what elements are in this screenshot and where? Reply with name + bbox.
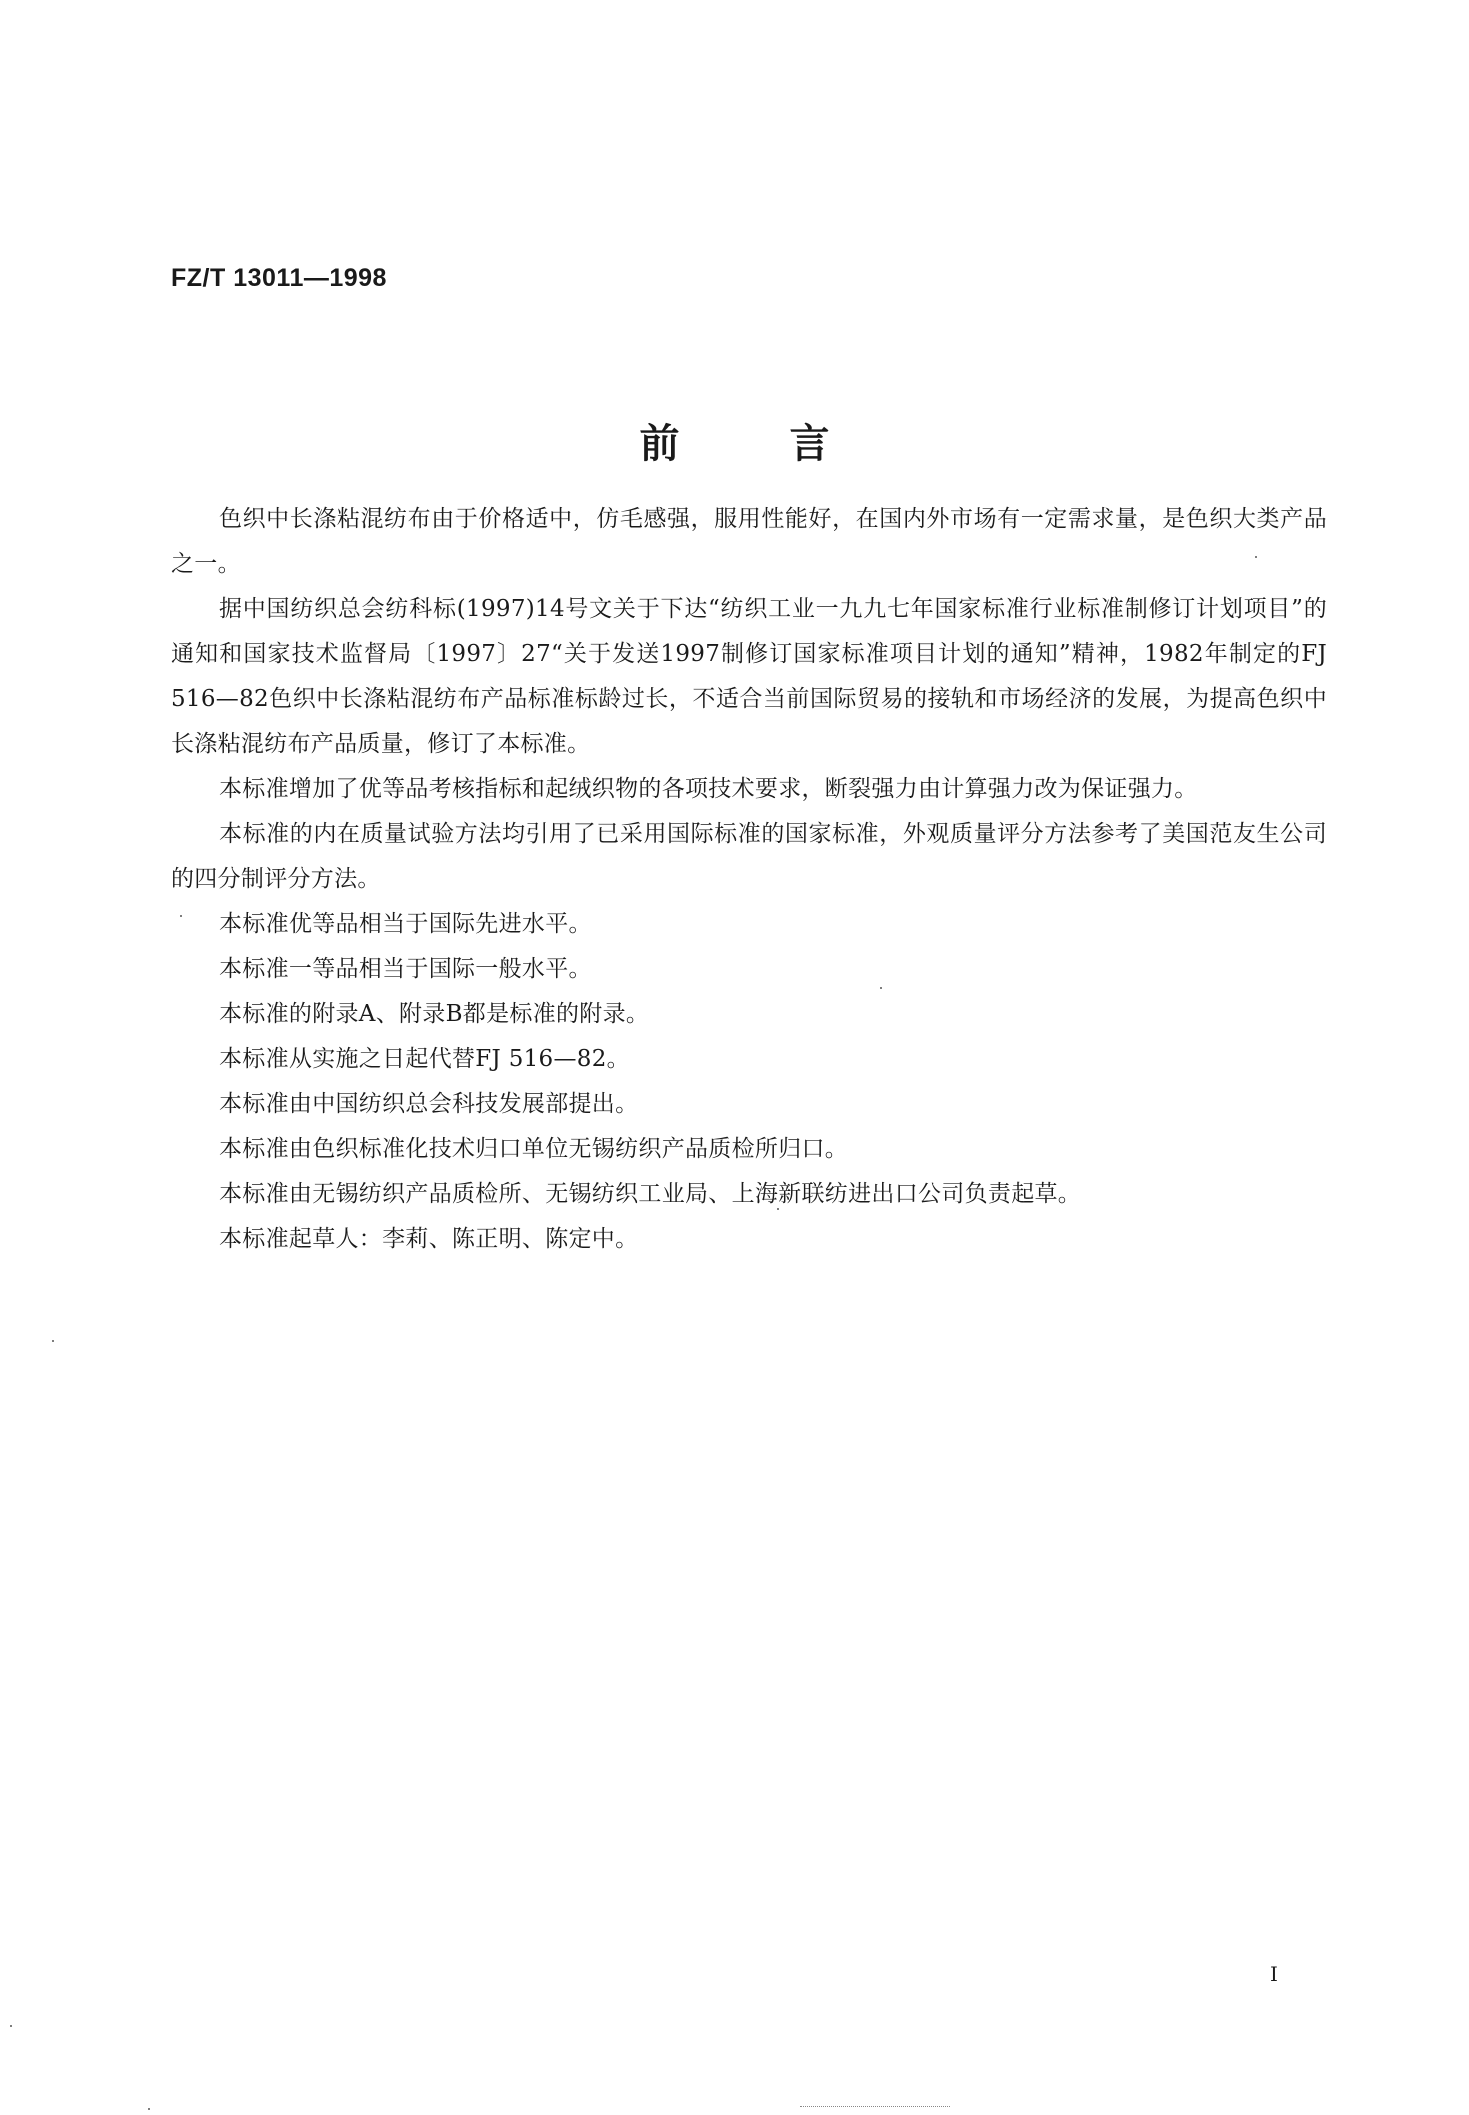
standard-code: FZ/T 13011—1998 xyxy=(171,264,387,292)
paragraph: 本标准增加了优等品考核指标和起绒织物的各项技术要求，断裂强力由计算强力改为保证强力。 xyxy=(219,776,1198,802)
scan-speck xyxy=(880,987,882,989)
paragraph: 本标准的附录A、附录B都是标准的附录。 xyxy=(219,1001,650,1027)
paragraph: 本标准由中国纺织总会科技发展部提出。 xyxy=(219,1091,639,1117)
paragraph: 色织中长涤粘混纺布由于价格适中，仿毛感强，服用性能好，在国内外市场有一定需求量，是色织大类产品之一。 xyxy=(171,506,1327,577)
paragraph: 据中国纺织总会纺科标(1997)14号文关于下达“纺织工业一九九七年国家标准行业标准制修订计划项目”的通知和国家技术监督局〔1997〕27“关于发送1997制修订国家标准项目计划的通知”精神，1982年制定的FJ 516—82色织中长涤粘混纺布产品标准标龄过长，不适合当前国际贸易的接轨和市场经济的发展，为提高色织中长涤粘混纺布产品质量，修订了本标准。 xyxy=(171,596,1327,757)
page-title: 前言 xyxy=(639,421,940,467)
page-number: I xyxy=(1270,1962,1278,1986)
paragraph: 本标准由色织标准化技术归口单位无锡纺织产品质检所归口。 xyxy=(219,1136,849,1162)
paragraph: 本标准从实施之日起代替FJ 516—82。 xyxy=(219,1046,630,1072)
paragraph: 本标准一等品相当于国际一般水平。 xyxy=(219,956,592,982)
scan-artifact-line xyxy=(800,2106,950,2108)
foreword-body xyxy=(171,497,1327,1262)
scan-speck xyxy=(180,915,182,917)
paragraph: 本标准的内在质量试验方法均引用了已采用国际标准的国家标准，外观质量评分方法参考了美国范友生公司的四分制评分方法。 xyxy=(171,821,1327,892)
scan-speck xyxy=(1255,556,1257,558)
paragraph: 本标准由无锡纺织产品质检所、无锡纺织工业局、上海新联纺进出口公司负责起草。 xyxy=(219,1181,1082,1207)
scan-speck xyxy=(52,1340,54,1342)
paragraph: 本标准优等品相当于国际先进水平。 xyxy=(219,911,592,937)
scan-speck xyxy=(777,1208,779,1210)
paragraph: 本标准起草人：李莉、陈正明、陈定中。 xyxy=(219,1226,639,1252)
scan-speck xyxy=(148,2108,150,2110)
scan-speck xyxy=(10,2025,12,2027)
